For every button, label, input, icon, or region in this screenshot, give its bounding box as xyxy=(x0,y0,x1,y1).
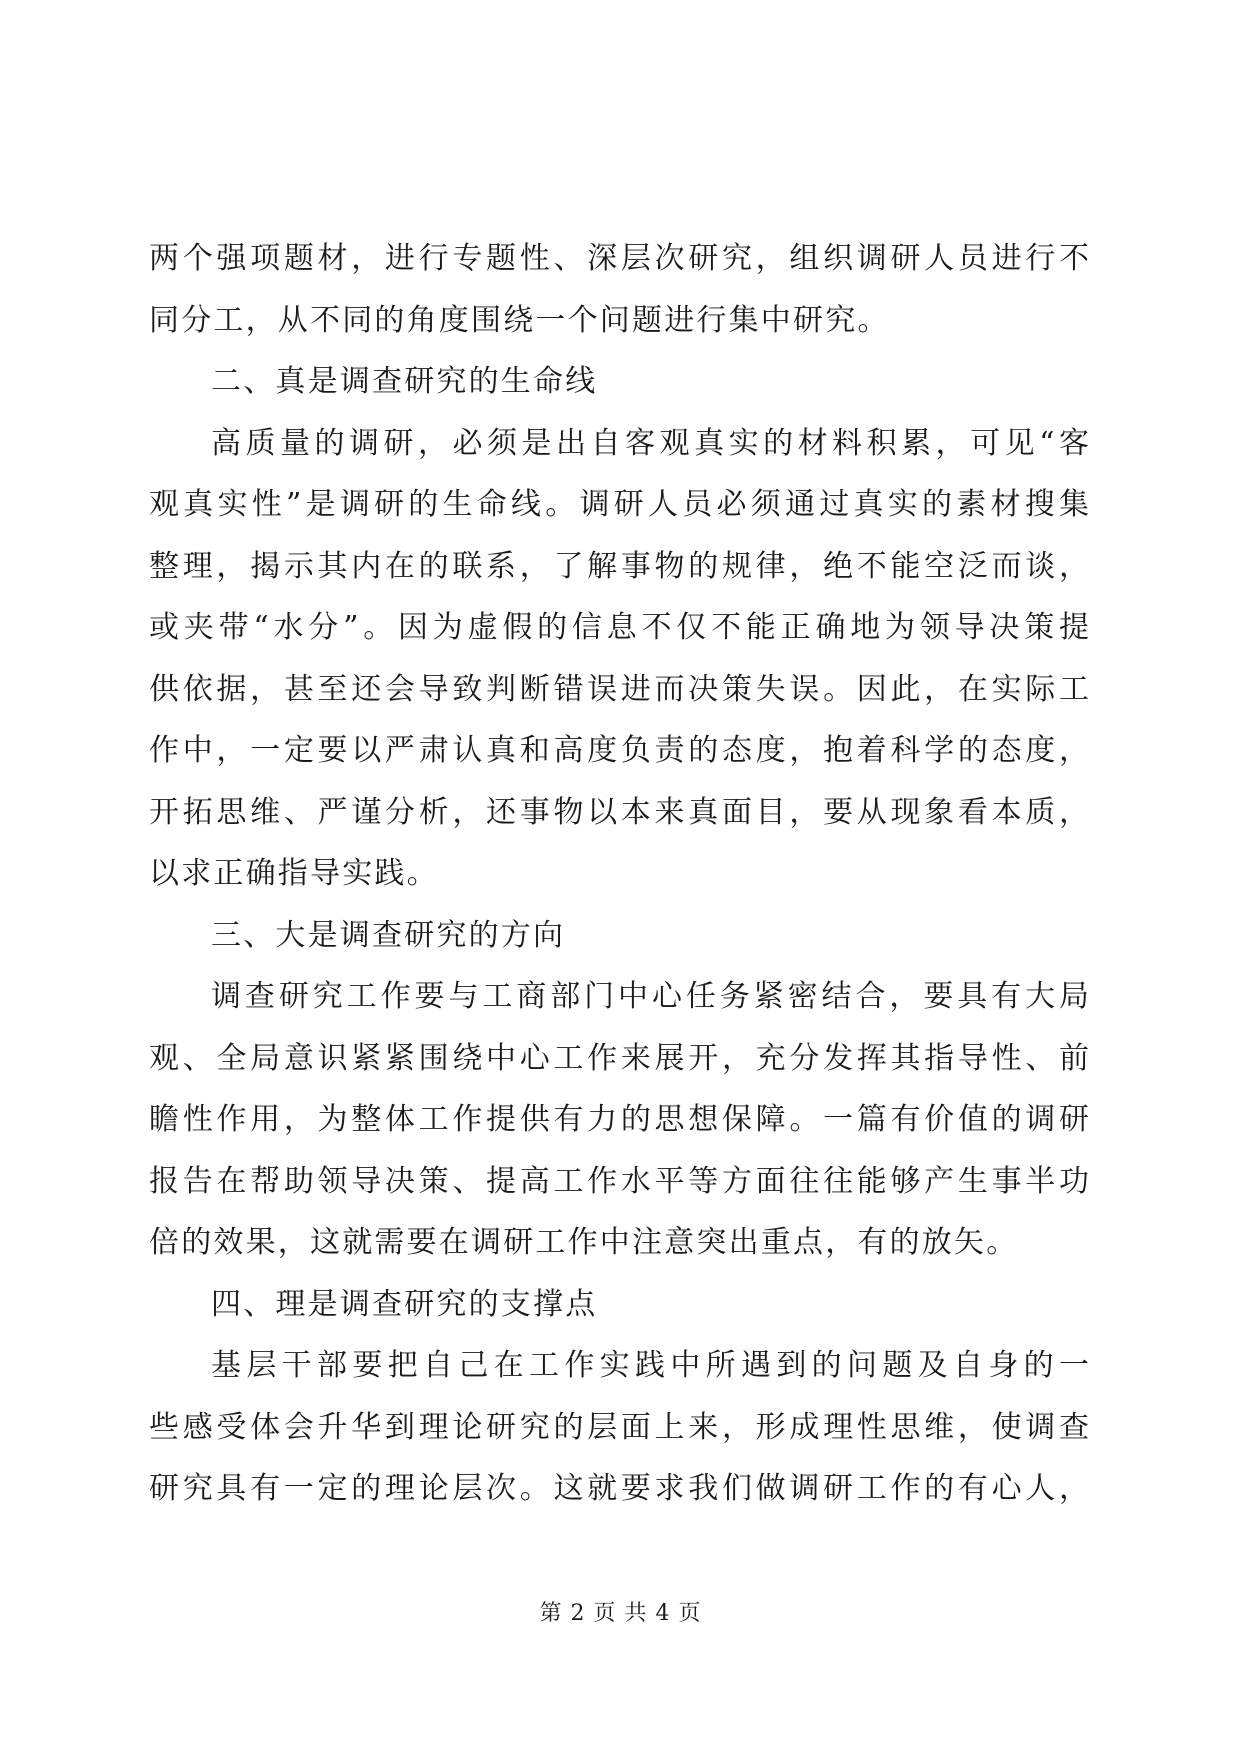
body-line: 高质量的调研，必须是出自客观真实的材料积累，可见“客 xyxy=(211,425,1089,461)
body-line: 整理，揭示其内在的联系，了解事物的规律，绝不能空泛而谈， xyxy=(149,548,1089,584)
body-line: 作中，一定要以严肃认真和高度负责的态度，抱着科学的态度， xyxy=(149,733,1089,768)
body-line: 两个强项题材，进行专题性、深层次研究，组织调研人员进行不 xyxy=(149,241,1089,276)
section-heading: 四、理是调查研究的支撑点 xyxy=(211,1286,598,1322)
body-line: 报告在帮助领导决策、提高工作水平等方面往往能够产生事半功 xyxy=(149,1163,1089,1199)
body-line: 研究具有一定的理论层次。这就要求我们做调研工作的有心人， xyxy=(149,1471,1089,1506)
body-line: 倍的效果，这就需要在调研工作中注意突出重点，有的放矢。 xyxy=(149,1225,1019,1260)
body-line: 或夹带“水分”。因为虚假的信息不仅不能正确地为领导决策提 xyxy=(149,610,1089,645)
body-line: 同分工，从不同的角度围绕一个问题进行集中研究。 xyxy=(149,302,890,338)
body-line: 以求正确指导实践。 xyxy=(149,856,439,891)
document-body xyxy=(149,228,1089,1520)
page-number-footer: 第 2 页 共 4 页 xyxy=(539,1601,702,1626)
body-line: 基层干部要把自己在工作实践中所遇到的问题及自身的一 xyxy=(211,1348,1089,1383)
body-line: 观、全局意识紧紧围绕中心工作来展开，充分发挥其指导性、前 xyxy=(149,1040,1089,1076)
body-line: 瞻性作用，为整体工作提供有力的思想保障。一篇有价值的调研 xyxy=(149,1102,1089,1137)
body-line: 观真实性”是调研的生命线。调研人员必须通过真实的素材搜集 xyxy=(149,487,1089,522)
body-line: 供依据，甚至还会导致判断错误进而决策失误。因此，在实际工 xyxy=(149,671,1089,707)
body-line: 些感受体会升华到理论研究的层面上来，形成理性思维，使调查 xyxy=(149,1409,1089,1445)
section-heading: 三、大是调查研究的方向 xyxy=(211,917,566,953)
body-line: 开拓思维、严谨分析，还事物以本来真面目，要从现象看本质， xyxy=(149,794,1089,830)
section-heading: 二、真是调查研究的生命线 xyxy=(211,364,598,399)
body-line: 调查研究工作要与工商部门中心任务紧密结合，要具有大局 xyxy=(211,979,1089,1014)
